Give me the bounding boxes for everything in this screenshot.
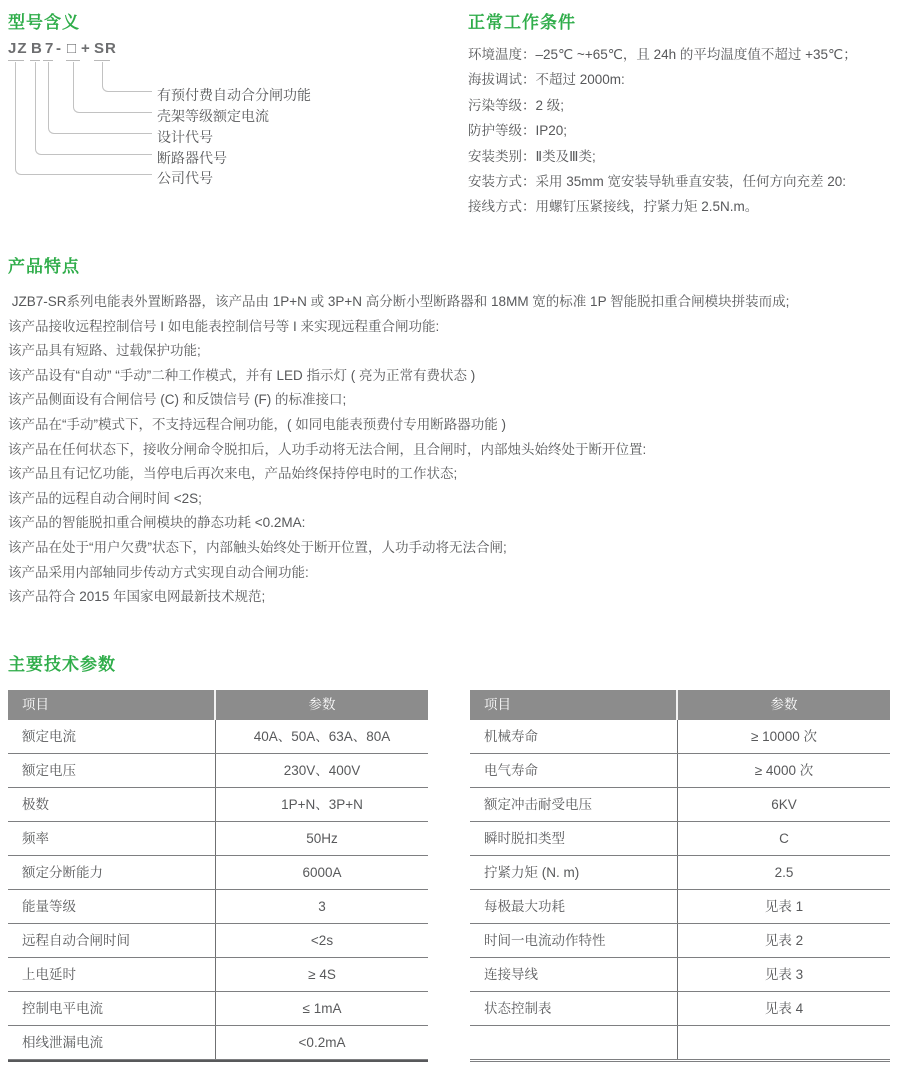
code-underline — [43, 60, 53, 61]
table-row — [470, 1026, 890, 1060]
param-value-cell: 40A、50A、63A、80A — [253, 729, 391, 744]
table-row — [470, 856, 890, 890]
param-value-cell: ≤ 1mA — [302, 1001, 342, 1016]
param-value-cell: 见表 1 — [764, 899, 804, 914]
feature-item: 该产品的智能脱扣重合闸模块的静态功耗 <0.2MA: — [8, 515, 306, 531]
param-value-cell: 见表 2 — [764, 933, 804, 948]
param-value-cell: 6000A — [302, 865, 342, 880]
table-body — [470, 720, 890, 1060]
feature-item: 该产品侧面设有合闸信号 (C) 和反馈信号 (F) 的标准接口; — [8, 392, 347, 408]
column-header-value: 参数 — [770, 697, 798, 712]
table-row — [8, 822, 428, 856]
param-value-cell — [678, 1026, 890, 1059]
model-code-part: + — [81, 40, 91, 57]
param-value-cell: ≥ 4S — [308, 967, 336, 982]
spec-tables — [8, 690, 900, 1062]
table-body — [8, 720, 428, 1060]
param-value-cell: 230V、400V — [283, 763, 361, 778]
param-name-cell: 控制电平电流 — [8, 992, 216, 1025]
model-code-part: 7 — [45, 40, 55, 57]
feature-item: 该产品采用内部轴同步传动方式实现自动合闸功能: — [8, 564, 309, 580]
param-value-cell: 2.5 — [774, 865, 794, 880]
code-underline — [94, 60, 110, 61]
condition-item: 防护等级：IP20; — [468, 123, 568, 139]
param-name-cell: 瞬时脱扣类型 — [470, 822, 678, 855]
code-underline — [66, 60, 80, 61]
table-row — [470, 822, 890, 856]
spec-table-left — [8, 690, 428, 1062]
feature-item: 该产品具有短路、过载保护功能; — [8, 343, 201, 359]
table-row — [470, 890, 890, 924]
technical-parameters-section — [8, 650, 900, 1062]
feature-item: 该产品符合 2015 年国家电网最新技术规范; — [8, 589, 266, 605]
feature-item: 该产品在任何状态下，接收分闸命令脱扣后，人功手动将无法合闸，且合闸时，内部烛头始终处于断开位置: — [8, 441, 647, 457]
table-row — [8, 992, 428, 1026]
feature-item: 该产品且有记忆功能，当停电后再次来电，产品始终保持停电时的工作状态; — [8, 466, 458, 482]
param-name-cell: 时间一电流动作特性 — [470, 924, 678, 957]
column-header-item: 项目 — [8, 690, 216, 720]
condition-item: 环境温度：–25℃ ~+65℃，且 24h 的平均温度值不超过 +35℃； — [468, 47, 857, 62]
table-row — [8, 890, 428, 924]
leader-line — [15, 62, 152, 175]
feature-item: 该产品的远程自动合闸时间 <2S; — [8, 490, 202, 506]
table-header-row — [470, 690, 890, 720]
param-value-cell: <0.2mA — [298, 1035, 346, 1050]
conditions-list — [468, 42, 898, 220]
table-row — [470, 924, 890, 958]
table-row — [470, 720, 890, 754]
model-label: 有预付费自动合分闸功能 — [157, 87, 311, 103]
feature-item: 该产品接收远程控制信号 I 如电能表控制信号等 I 来实现远程重合闸功能: — [8, 318, 440, 334]
model-code-part: - — [56, 40, 62, 57]
param-name-cell: 额定冲击耐受电压 — [470, 788, 678, 821]
section-title-model: 型号含义 — [8, 13, 80, 32]
feature-item: JZB7-SR系列电能表外置断路器，该产品由 1P+N 或 3P+N 高分断小型断路器和 18MM 宽的标准 1P 智能脱扣重合闸模块拼装而成; — [8, 294, 790, 309]
condition-item: 海拔调试：不超过 2000m: — [468, 72, 625, 88]
model-label: 设计代号 — [157, 129, 213, 145]
model-label: 壳架等级额定电流 — [157, 108, 269, 124]
param-name-cell: 电气寿命 — [470, 754, 678, 787]
model-meaning-section — [8, 8, 458, 238]
section-title-specs: 主要技术参数 — [8, 655, 116, 674]
param-value-cell: ≥ 4000 次 — [754, 763, 814, 778]
feature-item: 该产品在“手动”模式下，不支持远程合闸功能，( 如同电能表预费付专用断路器功能 ) — [8, 416, 506, 432]
feature-item: 该产品设有“自动” “手动”二种工作模式，并有 LED 指示灯 ( 亮为正常有费状态 ) — [8, 367, 476, 383]
spec-table-right — [470, 690, 890, 1062]
param-name-cell: 额定电压 — [8, 754, 216, 787]
section-title-conditions: 正常工作条件 — [468, 13, 576, 32]
code-underline — [8, 60, 24, 61]
column-header-value: 参数 — [308, 697, 336, 712]
model-code-part: B — [31, 40, 43, 57]
condition-item: 污染等级：2 级; — [468, 97, 565, 113]
param-value-cell: 6KV — [771, 797, 797, 812]
condition-item: 安装类别：Ⅱ类及Ⅲ类; — [468, 148, 596, 164]
param-name-cell: 额定电流 — [8, 720, 216, 753]
table-row — [8, 720, 428, 754]
param-name-cell: 远程自动合闸时间 — [8, 924, 216, 957]
table-row — [8, 1026, 428, 1060]
param-name-cell: 连接导线 — [470, 958, 678, 991]
table-header-row — [8, 690, 428, 720]
features-list — [8, 290, 898, 610]
table-row — [8, 788, 428, 822]
model-label: 公司代号 — [157, 170, 213, 186]
table-row — [8, 754, 428, 788]
param-value-cell: C — [779, 831, 789, 846]
model-label: 断路器代号 — [157, 150, 227, 166]
param-name-cell: 相线泄漏电流 — [8, 1026, 216, 1059]
table-row — [470, 958, 890, 992]
feature-item: 该产品在处于“用户欠费”状态下，内部触头始终处于断开位置，人功手动将无法合闸; — [8, 539, 507, 555]
param-name-cell: 能量等级 — [8, 890, 216, 923]
condition-item: 安装方式：采用 35mm 宽安装导轨垂直安装，任何方向充差 20: — [468, 174, 847, 190]
working-conditions-section — [468, 8, 898, 220]
column-header-item: 项目 — [470, 690, 678, 720]
param-name-cell: 极数 — [8, 788, 216, 821]
model-code-part: JZ — [8, 40, 28, 57]
product-features-section — [8, 252, 898, 610]
model-code-part: SR — [94, 40, 117, 57]
param-value-cell: 见表 3 — [764, 967, 804, 982]
param-name-cell: 状态控制表 — [470, 992, 678, 1025]
param-name-cell — [470, 1026, 678, 1059]
table-row — [8, 924, 428, 958]
param-name-cell: 额定分断能力 — [8, 856, 216, 889]
section-title-features: 产品特点 — [8, 257, 80, 276]
code-underline — [30, 60, 40, 61]
table-row — [470, 788, 890, 822]
param-value-cell: 见表 4 — [764, 1001, 804, 1016]
param-value-cell: 3 — [318, 899, 326, 914]
table-row — [470, 754, 890, 788]
model-code-part: □ — [67, 40, 78, 57]
param-name-cell: 机械寿命 — [470, 720, 678, 753]
param-name-cell: 上电延时 — [8, 958, 216, 991]
condition-item: 接线方式：用螺钉压紧接线，拧紧力矩 2.5N.m。 — [468, 199, 759, 215]
param-value-cell: 1P+N、3P+N — [281, 797, 363, 812]
param-value-cell: 50Hz — [306, 831, 338, 846]
param-value-cell: ≥ 10000 次 — [751, 729, 817, 744]
table-row — [470, 992, 890, 1026]
param-value-cell: <2s — [310, 933, 334, 948]
param-name-cell: 每极最大功耗 — [470, 890, 678, 923]
param-name-cell: 拧紧力矩 (N. m) — [470, 856, 678, 889]
param-name-cell: 频率 — [8, 822, 216, 855]
table-row — [8, 856, 428, 890]
table-row — [8, 958, 428, 992]
